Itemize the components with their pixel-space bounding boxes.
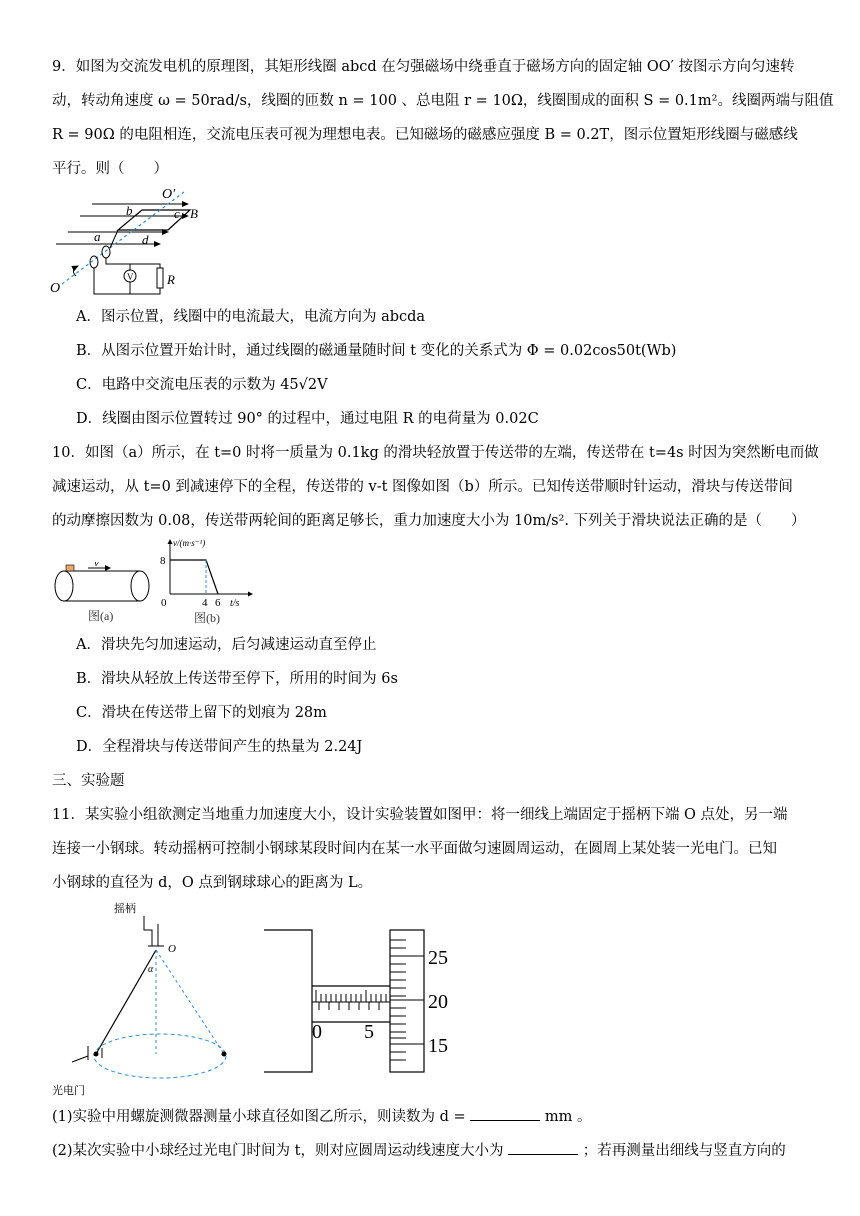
q10-option-c: C．滑块在传送带上留下的划痕为 28m (76, 705, 327, 721)
pendulum-figure (52, 900, 242, 1100)
point-o-label: O (168, 943, 176, 955)
origin-label: 0 (161, 597, 167, 609)
anvil-frame (264, 930, 312, 1072)
thimble (390, 930, 424, 1072)
q11-sub2-text: (2)某次实验中小球经过光电门时间为 t，则对应圆周运动线速度大小为 (52, 1143, 504, 1159)
angle-label: α (148, 964, 154, 975)
q10-line1: 10．如图（a）所示，在 t=0 时将一质量为 0.1kg 的滑块轻放置于传送带的左端，传送带在 t=4s 时因为突然断电而做 (52, 445, 819, 461)
figure-a-caption: 图(a) (88, 609, 114, 623)
q11-sub1-text: (1)实验中用螺旋测微器测量小球直径如图乙所示，则读数为 d = (52, 1109, 466, 1125)
sleeve-tick-0: 0 (312, 1021, 322, 1043)
q9-line3: R = 90Ω 的电阻相连，交流电压表可视为理想电表。已知磁场的磁感应强度 B = 0.2T，图示位置矩形线圈与磁感线 (52, 127, 798, 143)
q9-line4: 平行。则（ ） (52, 161, 168, 177)
handle-label: 摇柄 (114, 903, 136, 915)
slip-ring (102, 246, 110, 258)
thimble-tick-25: 25 (428, 947, 448, 969)
conveyor-figure-a (52, 562, 158, 624)
t-axis-label: t/s (230, 598, 240, 609)
slider-block (66, 565, 74, 571)
q9-option-c: C．电路中交流电压表的示数为 45√2V (76, 377, 328, 393)
q11-sub2-tail: ；若再测量出细线与竖直方向的 (582, 1143, 786, 1159)
t-tick-6: 6 (215, 597, 221, 609)
t-tick-4: 4 (202, 597, 208, 609)
resistor (157, 268, 163, 288)
q10-option-b: B．滑块从轻放上传送带至停下，所用的时间为 6s (76, 671, 398, 687)
sleeve-scale (316, 990, 386, 1010)
answer-blank-d[interactable] (470, 1106, 540, 1121)
label-o: O (50, 281, 61, 296)
section-heading: 三、实验题 (52, 773, 125, 789)
micrometer-figure (262, 926, 478, 1076)
left-wheel (55, 571, 73, 601)
label-field-b: B (190, 206, 198, 221)
v-axis-label: v/(m·s⁻¹) (173, 538, 206, 548)
label-v: V (127, 272, 134, 282)
photogate-label: 光电门 (52, 1085, 85, 1097)
vt-graph-figure-b (160, 536, 260, 626)
right-wheel (131, 571, 149, 601)
velocity-label: v (94, 562, 99, 569)
q10-option-d: D．全程滑块与传送带间产生的热量为 2.24J (76, 739, 363, 755)
steel-ball-opposite (222, 1052, 227, 1057)
rotation-arrow-icon (73, 266, 78, 276)
steel-ball (94, 1052, 99, 1057)
figure-b-caption: 图(b) (194, 611, 220, 625)
q11-sub1 (52, 1106, 592, 1128)
label-d: d (142, 232, 149, 247)
label-b: b (126, 203, 133, 218)
string (96, 950, 156, 1054)
handle (144, 916, 152, 946)
label-c: c (174, 206, 180, 221)
label-o-prime: O′ (162, 187, 176, 202)
answer-blank-velocity[interactable] (508, 1140, 578, 1155)
q9-option-b: B．从图示位置开始计时，通过线圈的磁通量随时间 t 变化的关系式为 Φ = 0.02cos50t(Wb) (76, 343, 677, 359)
q10-line2: 减速运动，从 t=0 到减速停下的全程，传送带的 v-t 图像如图（b）所示。已知传送带顺时针运动，滑块与传送带间 (52, 479, 793, 495)
q9-option-d: D．线圈由图示位置转过 90° 的过程中，通过电阻 R 的电荷量为 0.02C (76, 411, 539, 427)
circular-path (94, 1034, 226, 1078)
q11-line2: 连接一小钢球。转动摇柄可控制小钢球某段时间内在某一水平面做匀速圆周运动，在圆周上某处装一光电门。已知 (52, 841, 777, 857)
q11-line3: 小钢球的直径为 d，O 点到钢球球心的距离为 L。 (52, 875, 373, 891)
thimble-tick-15: 15 (428, 1035, 448, 1057)
cone-edge (156, 950, 224, 1054)
thimble-tick-20: 20 (428, 991, 448, 1013)
label-a: a (94, 229, 101, 244)
q11-line1: 11．某实验小组欲测定当地重力加速度大小，设计实验装置如图甲：将一细线上端固定于摇柄下端 O 点处，另一端 (52, 807, 788, 823)
v-tick-8: 8 (160, 555, 166, 567)
label-r: R (167, 272, 175, 287)
q11-sub2 (52, 1140, 786, 1162)
q11-sub1-unit: mm 。 (544, 1109, 592, 1125)
q10-line3: 的动摩擦因数为 0.08，传送带两轮间的距离足够长，重力加速度大小为 10m/s². 下列关于滑块说法正确的是（ ） (52, 513, 806, 529)
q10-option-a: A．滑块先匀加速运动，后匀减速运动直至停止 (76, 637, 377, 653)
generator-diagram (50, 186, 220, 298)
axis-oo (62, 192, 184, 284)
sleeve-tick-5: 5 (364, 1021, 374, 1043)
q9-line2: 动，转动角速度 ω = 50rad/s，线圈的匝数 n = 100 、总电阻 r = 10Ω，线圈围成的面积 S = 0.1m²。线圈两端与阻值 (52, 93, 834, 109)
vt-line (170, 560, 218, 594)
q9-option-a: A．图示位置，线圈中的电流最大，电流方向为 abcda (76, 309, 426, 325)
q9-line1: 9．如图为交流发电机的原理图，其矩形线圈 abcd 在匀强磁场中绕垂直于磁场方向的固定轴 OO′ 按图示方向匀速转 (52, 59, 795, 75)
